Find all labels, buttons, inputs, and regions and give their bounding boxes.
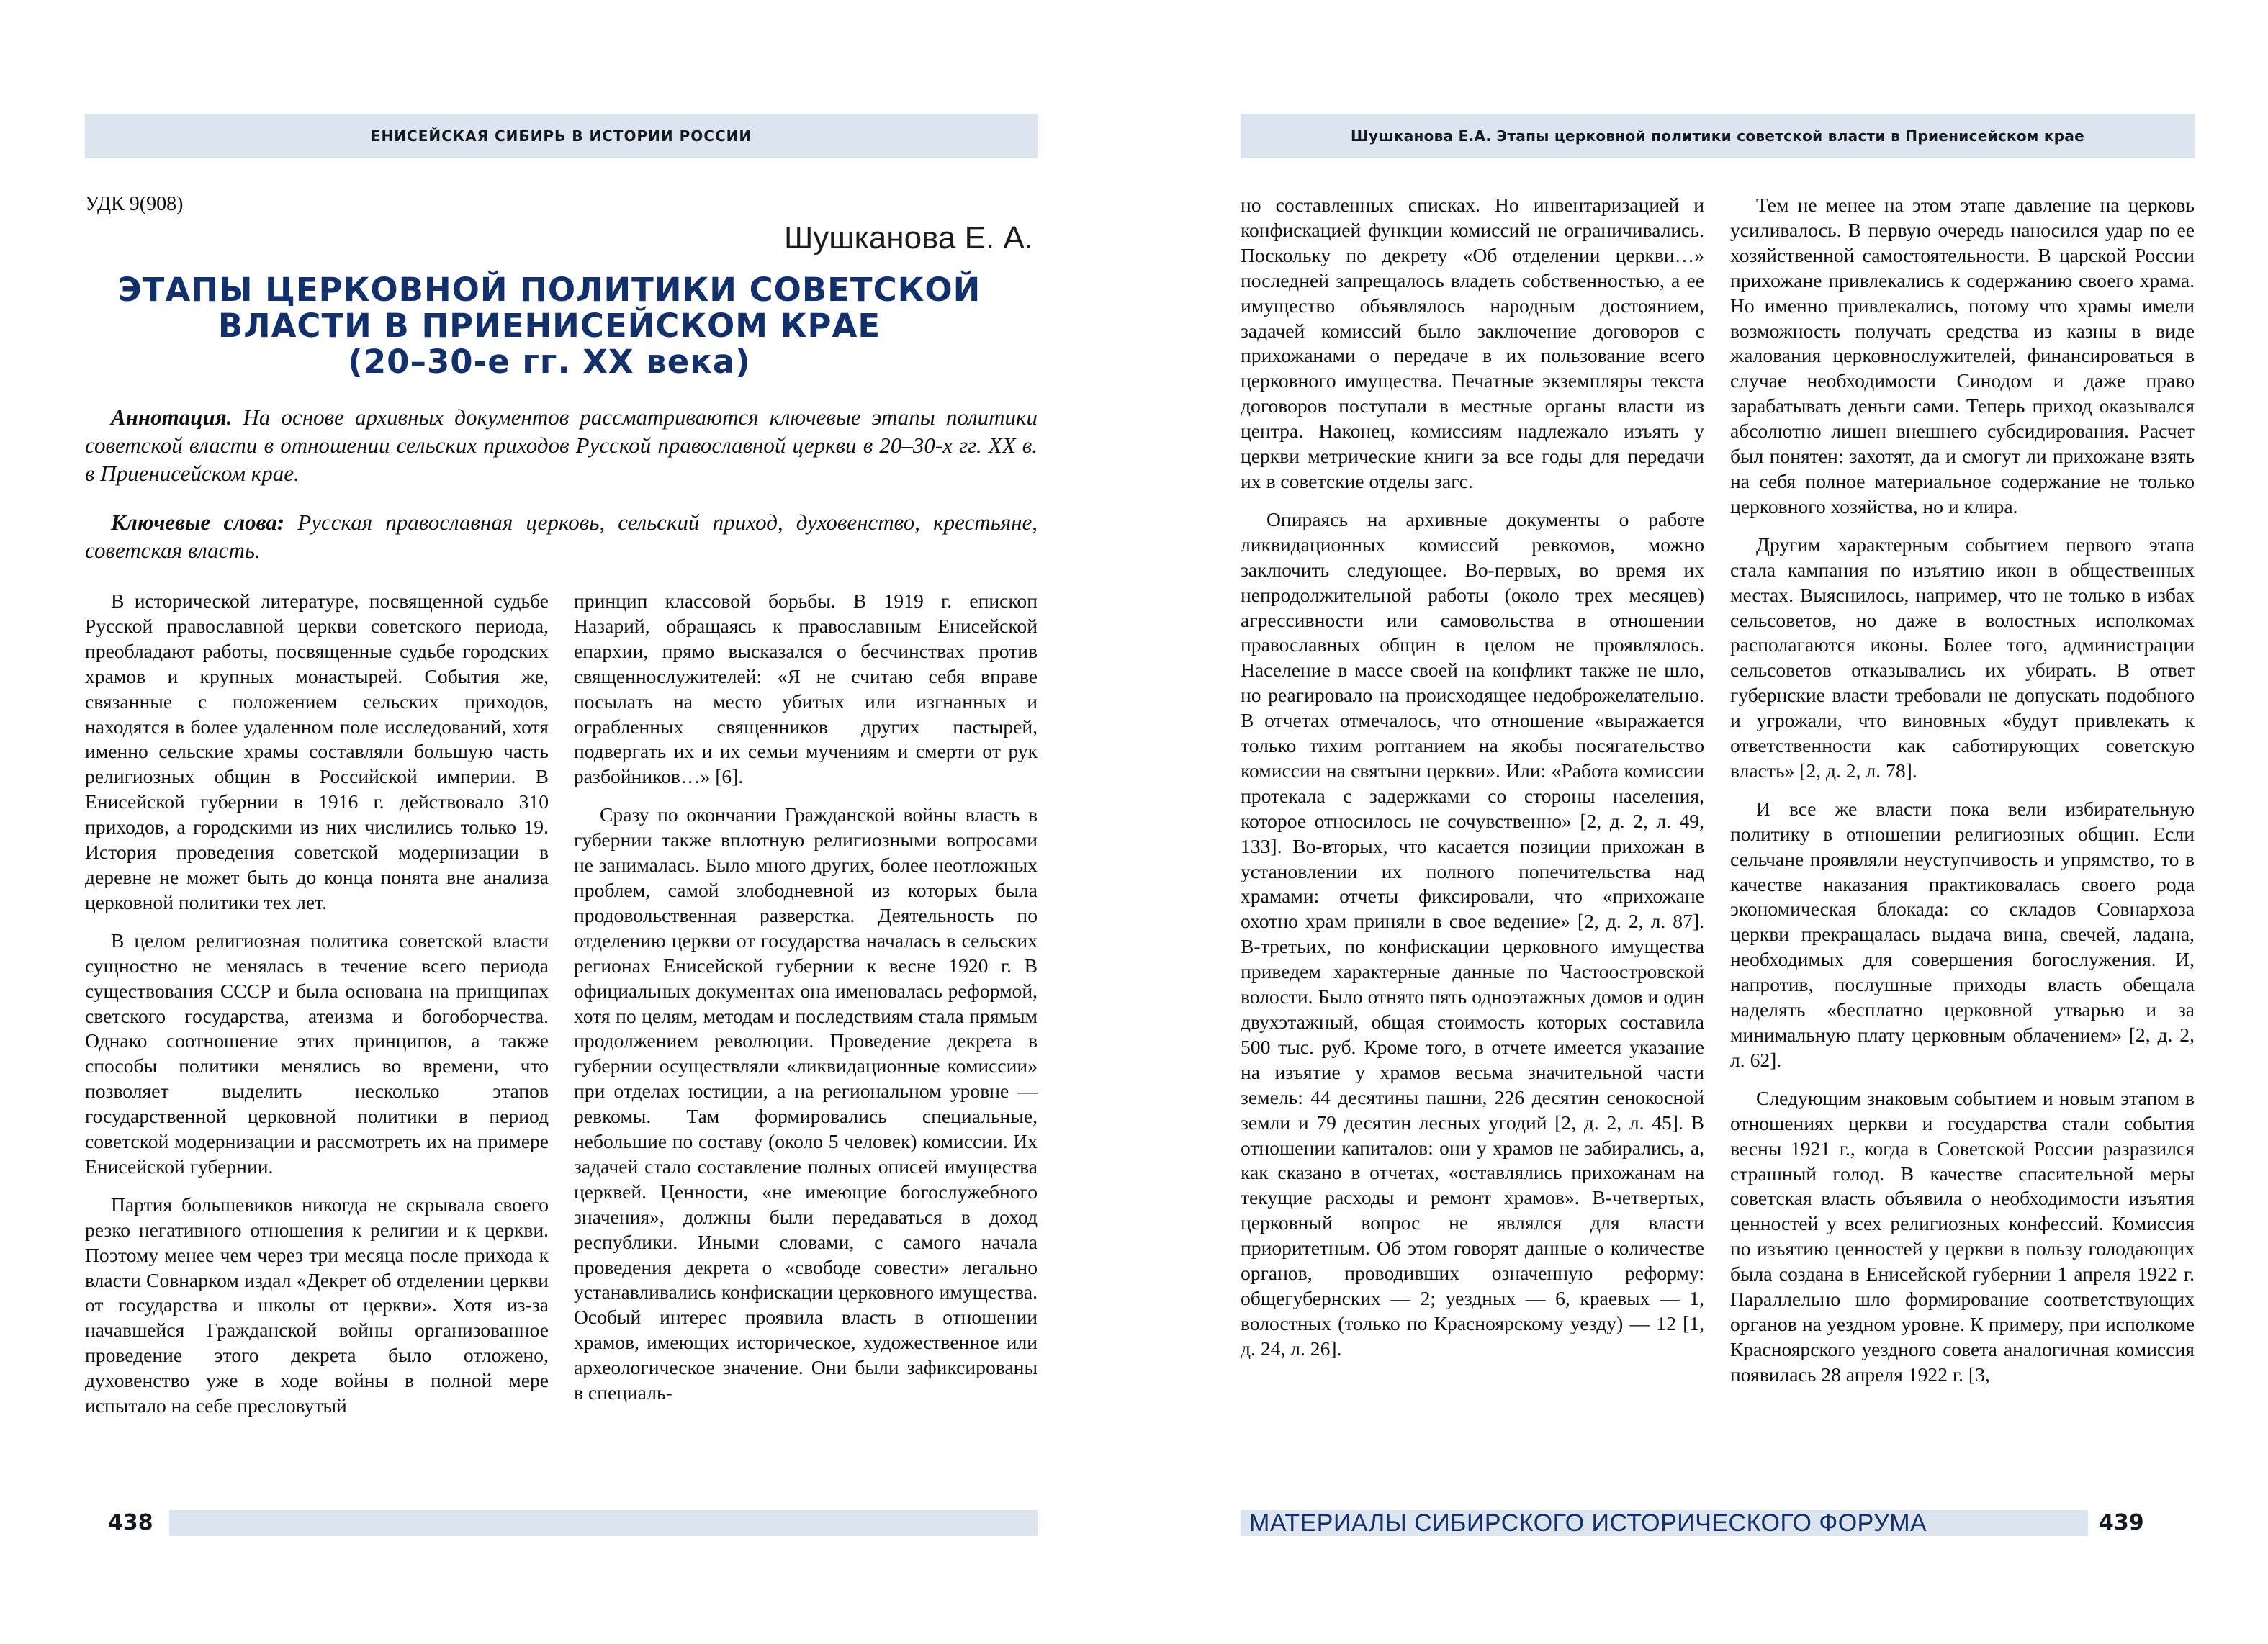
paragraph: Опираясь на архивные документы о работе ликвидационных комиссий ревкомов, можно заключить следующее. Во-первых, во время их непродолжительной работы (около трех месяцев) агрессивности или самовольства в отношении православных общин в целом не проявлялось. Население в массе своей на конфликт также не шло, но реагировало на происходящее недоброжелательно. В отчетах отмечалось, что отношение «выражается только тихим роптанием на якобы посягательство комиссии на святыни церкви». Или: «Работа комиссии протекала с задержками со стороны населения, которое относилось не сочувственно» [2, д. 2, л. 49, 133]. Во-вторых, что касается позиции прихожан в установлении их полного попечительства над храмами: отчеты фиксировали, что «прихожане охотно храм приняли в свое ведение» [2, д. 2, л. 87]. В-третьих, по конфискации церковного имущества приведем характерные данные по Частоостровской волости. Было отнято пять одноэтажных домов и один двухэтажный, общая стоимость которых составила 500 тыс. руб. Кроме того, в отчете имеется указание на изъятие у храмов весьма значительной части земель: 44 десятины пашни, 226 десятин сенокосной земли и 79 десятин лесных угодий [2, д. 2, л. 45]. В отношении капиталов: они у храмов не забирались, а, как сказано в отчетах, «оставлялись прихожанам на текущие расходы и ремонт храмов». В-четвертых, церковный вопрос не являлся для власти приоритетным. Об этом говорят данные о количестве органов, проводивших означенную реформу: общегубернских — 2; уездных — 6, краевых — 1, волостных (только по Красноярскому уезду) — 12 [1, д. 24, л. 26]. [1241,507,1704,1360]
right-column-2 [1730,193,2195,1401]
left-column-1 [85,589,549,1432]
paragraph: Следующим знаковым событием и новым этапом в отношениях церкви и государства стали события весны 1921 г., когда в Советской России разразился страшный голод. В качестве спасительной меры советская власть объявила о необходимости изъятия ценностей у всех религиозных конфессий. Комиссия по изъятию ценностей у церкви в пользу голодающих была создана в Енисейской губернии 1 апреля 1922 г. Параллельно шло формирование соответствующих органов на уездном уровне. К примеру, при исполкоме Красноярского уездного совета аналогичная комиссия появилась 28 апреля 1922 г. [3, [1730,1086,2195,1386]
right-running-header [1241,114,2195,158]
right-page-number: 439 [2099,1510,2144,1535]
journal-title: МАТЕРИАЛЫ СИБИРСКОГО ИСТОРИЧЕСКОГО ФОРУМА [1249,1509,1927,1537]
udk-code: УДК 9(908) [85,193,184,215]
title-line-2: ВЛАСТИ В ПРИЕНИСЕЙСКОМ КРАЕ [217,307,881,345]
title-line-1: ЭТАПЫ ЦЕРКОВНОЙ ПОЛИТИКИ СОВЕТСКОЙ [117,271,981,309]
left-page-number: 438 [108,1510,153,1535]
paragraph: В исторической литературе, посвященной судьбе Русской православной церкви советского периода, преобладают работы, посвященные судьбе городских храмов и крупных монастырей. События же, связанные с положением сельских приходов, находятся в более удаленном поле исследований, хотя именно сельские храмы составляли большую часть религиозных общин в Российской империи. В Енисейской губернии в 1916 г. действовало 310 приходов, а городскими из них числились только 19. История проведения советской модернизации в деревне не может быть до конца понята вне анализа церковной политики тех лет. [85,590,549,913]
left-running-header [85,114,1038,158]
paragraph: В целом религиозная политика советской власти сущностно не менялась в течение всего периода существования СССР и была основана на принципах светского государства, атеизма и богоборчества. Однако соотношение этих принципов, а также способы политики менялись во времени, что позволяет выделить несколько этапов государственной церковной политики в период советской модернизации и рассмотреть их на примере Енисейской губернии. [85,929,549,1178]
abstract [85,403,1038,487]
abstract-text: На основе архивных документов рассматриваются ключевые этапы политики советской власти в отношении сельских приходов Русской православной церкви в 20–30-х гг. XX в. в Приенисейском крае. [85,405,1038,486]
article-title [85,272,1014,380]
paragraph: Тем не менее на этом этапе давление на церковь усиливалось. В первую очередь наносился удар по ее хозяйственной самостоятельности. В царской России прихожане привлекались к содержанию своего храма. Но именно привлекались, потому что храмы имели возможность получать средства из казны в виде жалования церковнослужителей, финансироваться в случае необходимости Синодом и даже право зарабатывать деньги сами. Теперь приход оказывался абсолютно лишен внешнего субсидирования. Расчет был понятен: захотят, да и смогут ли прихожане взять на себя полное материальное содержание не только церковного хозяйства, но и клира. [1730,194,2195,518]
right-header-text: Шушканова Е.А. Этапы церковной политики советской власти в Приенисейском крае [1350,127,2085,145]
right-column-1 [1241,193,1704,1375]
abstract-label: Аннотация. [111,405,233,430]
keywords-text: Русская православная церковь, сельский приход, духовенство, крестьяне, советская власть. [85,510,1038,563]
article-author: Шушканова Е. А. [783,220,1033,256]
keywords-label: Ключевые слова: [111,510,285,535]
paragraph: Сразу по окончании Гражданской войны власть в губернии также вплотную религиозными вопросами не занималась. Было много других, более неотложных проблем, самой злободневной из которых была продовольственная разверстка. Деятельность по отделению церкви от государства началась в сельских регионах Енисейской губернии к весне 1920 г. В официальных документах она именовалась реформой, хотя по целям, методам и последствиям стала прямым продолжением революции. Проведение декрета в губернии осуществляли «ликвидационные комиссии» при отделах юстиции, а на региональном уровне — ревкомы. Там формировались специальные, небольшие по составу (около 5 человек) комиссии. Их задачей стало составление полных описей имущества церквей. Ценности, «не имеющие богослужебного значения», должны были передаваться в доход республики. Иными словами, с самого начала проведения декрета о «свободе совести» легально устанавливались конфискации церковного имущества. Особый интерес проявила власть в отношении храмов, имеющих историческое, художественное или археологическое значение. Они были зафиксированы в специаль- [574,803,1038,1404]
paragraph: Партия большевиков никогда не скрывала своего резко негативного отношения к религии и к церкви. Поэтому менее чем через три месяца после прихода к власти Совнарком издал «Декрет об отделении церкви от государства и школы от церкви». Хотя из-за начавшейся Гражданской войны организованное проведение этого декрета было отложено, духовенство уже в ходе войны в полной мере испытало на себе пресловутый [85,1193,549,1417]
paragraph: но составленных списках. Но инвентаризацией и конфискацией функции комиссий не ограничивались. Поскольку по декрету «Об отделении церкви…» последней запрещалось владеть собственностью, а ее имущество объявлялось народным достоянием, задачей комиссий было заключение договоров с прихожанами о передаче в их пользование всего церковного имущества. Печатные экземпляры текста договоров поступали в местные органы власти из центра. Наконец, комиссиям надлежало изъять у церкви метрические книги за все годы для передачи их в советские отделы загс. [1241,194,1704,492]
paragraph: принцип классовой борьбы. В 1919 г. епископ Назарий, обращаясь к православным Енисейской епархии, прямо высказался о бесчинствах против священнослужителей: «Я не считаю себя вправе посылать на место убитых или изгнанных и ограбленных священников других пастырей, подвергать их и их семьи мучениям и смерти от рук разбойников…» [6]. [574,590,1038,788]
title-line-3: (20–30-е гг. XX века) [348,343,751,381]
left-footer-bar [169,1510,1038,1536]
paragraph: И все же власти пока вели избирательную политику в отношении религиозных общин. Если сельчане проявляли неуступчивость и упрямство, то в качестве наказания практиковалась своего рода экономическая блокада: со складов Совнархоза церкви прекращалась выдача вина, свечей, ладана, необходимых для совершения богослужения. И, напротив, послушные приходы власть обещала наделять «бесплатно церковной утварью и за минимальную плату церковным облачением» [2, д. 2, л. 62]. [1730,797,2195,1071]
left-column-2 [574,589,1038,1419]
paragraph: Другим характерным событием первого этапа стала кампания по изъятию икон в общественных местах. Выяснилось, например, что не только в избах сельсоветов, но даже в волостных исполкомах располагаются иконы. Более того, администрации сельсоветов отказывались их убирать. В ответ губернские власти требовали не допускать подобного и угрожали, что виновных «будут привлекать к ответственности как саботирующих советскую власть» [2, д. 2, л. 78]. [1730,533,2195,782]
keywords [85,508,1038,564]
left-header-text: ЕНИСЕЙСКАЯ СИБИРЬ В ИСТОРИИ РОССИИ [370,127,752,145]
right-page [1134,0,2268,1644]
